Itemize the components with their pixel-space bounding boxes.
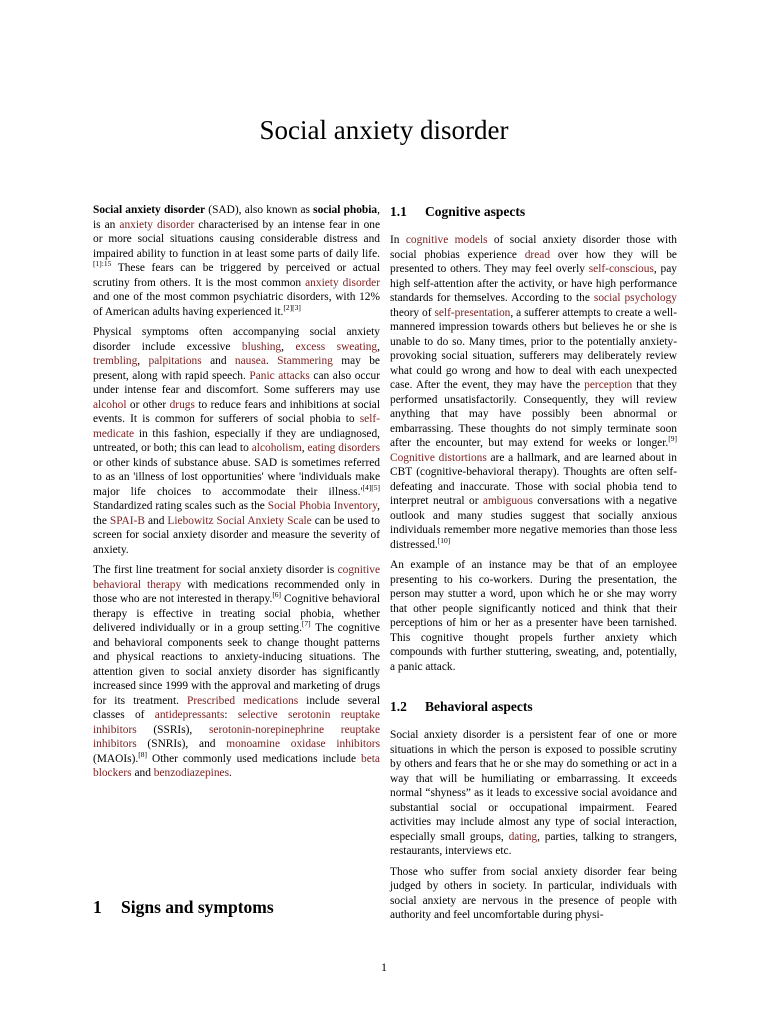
- text-run: These fears can be triggered by perceived or actual scrutiny from others. It is the most common: [93, 262, 380, 289]
- left-column: [93, 203, 380, 787]
- wiki-link[interactable]: blushing: [241, 340, 282, 353]
- wiki-link[interactable]: alcoholism: [251, 442, 302, 454]
- page-number: 1: [381, 960, 387, 974]
- cognitive-paragraph-2: [390, 558, 677, 674]
- wiki-link[interactable]: Panic attacks: [249, 369, 310, 382]
- text-run: to reduce fears and inhibitions at social events. It is common for sufferers of social phobia to: [93, 398, 380, 425]
- text-run: in this fashion, especially if they are undiagnosed, untreated, or both; this can lead to: [93, 427, 380, 454]
- subsection-heading-behavioral-aspects: [390, 698, 677, 715]
- text-run: The cognitive and behavioral components seek to change thought patterns and physical reactions to anxiety-inducing situations. The attention given to social anxiety disorder has significantly increased since 1999 with the approval and marketing of drugs for its treatment.: [93, 622, 380, 707]
- text-run: , a sufferer attempts to create a well-mannered impression towards others but believes he or she is unable to do so. Many times, prior to the potentially anxiety-provoking social situation, sufferers may deliberately review what could go wrong and how to deal with each unexpected case. After the event, they may have the: [390, 306, 677, 391]
- citation-ref[interactable]: [2][3]: [283, 302, 301, 312]
- wiki-link[interactable]: Social Phobia Inventory: [267, 500, 378, 512]
- text-run: ,: [301, 442, 308, 454]
- text-run: ,: [281, 340, 296, 353]
- text-run: (SAD), also known as: [205, 204, 314, 216]
- text-run: theory of: [390, 306, 435, 319]
- text-run: are a hallmark, and are learned about in CBT (cognitive-behavioral therapy). Thoughts are often self-defeating and inaccurate. Those with social phobia tend to interpret neutral or: [390, 451, 677, 507]
- citation-ref[interactable]: [4][5]: [362, 482, 380, 492]
- wiki-link[interactable]: dating: [508, 830, 538, 843]
- text-run: and: [131, 767, 154, 779]
- wiki-link[interactable]: anxiety disorder: [305, 276, 380, 289]
- wiki-link[interactable]: drugs: [169, 398, 195, 411]
- subsection-number: 1.1: [390, 204, 407, 219]
- text-run: An example of an instance may be that of an employee presenting to his co-workers. During the presentation, the person may stutter a word, upon which he or she may worry that other people significantly noticed and think that their perceptions of him or her as a presenter have been tarnished. This cognitive thought propels further anxiety which compounds with further stuttering, sweating, and, potentially, a panic attack.: [390, 559, 677, 673]
- text-run: Standardized rating scales such as the: [93, 500, 268, 512]
- wiki-link[interactable]: self-conscious: [588, 263, 654, 275]
- text-run: ,: [137, 355, 149, 367]
- text-run: and: [201, 355, 235, 367]
- text-run: Those who suffer from social anxiety disorder fear being judged by others in society. In particular, individuals with social anxiety are nervous in the presence of people with authority and feel uncomfortable during physi-: [390, 865, 677, 921]
- text-run: :: [224, 709, 238, 721]
- wiki-link[interactable]: anxiety disorder: [119, 218, 195, 231]
- text-run: Cognitive behavioral therapy is effective in treating social phobia, whether delivered individually or in a group setting.: [93, 593, 380, 634]
- wiki-link[interactable]: cognitive models: [405, 234, 488, 246]
- wiki-link[interactable]: alcohol: [93, 398, 127, 411]
- wiki-link[interactable]: social psychology: [593, 292, 677, 304]
- text-run: Social anxiety disorder is a persistent fear of one or more situations in which the person is exposed to possible scrutiny by others and fears that he or she may do something or act in a way that will be humiliating or embarrassing. It exceeds normal “shyness” as it leads to excessive social avoidance and substantial social or occupational impairment. Feared activities may include almost any type of social interaction, especially small groups,: [390, 729, 677, 843]
- text-run: of social anxiety disorder those with social phobias experience: [390, 234, 678, 261]
- wiki-link[interactable]: excess sweating: [295, 340, 378, 353]
- page-title: Social anxiety disorder: [259, 115, 509, 145]
- text-run: over how they will be presented to others. They may feel overly: [390, 248, 677, 275]
- wiki-link[interactable]: beta blockers: [93, 752, 380, 779]
- section-number: 1: [93, 897, 102, 917]
- text-run: (MAOIs).: [93, 752, 139, 765]
- citation-ref[interactable]: [10]: [437, 535, 451, 545]
- wiki-link[interactable]: cognitive behavioral therapy: [93, 564, 380, 591]
- wiki-link[interactable]: trembling: [93, 355, 138, 367]
- wiki-link[interactable]: palpitations: [148, 355, 202, 367]
- text-run: Other commonly used medications include: [147, 752, 362, 765]
- citation-ref[interactable]: [9]: [668, 434, 677, 444]
- text-run: Physical symptoms often accompanying social anxiety disorder include excessive: [93, 326, 380, 353]
- text-run: , is an: [93, 204, 380, 231]
- text-run: (SNRIs), and: [136, 738, 227, 750]
- citation-ref[interactable]: [7]: [301, 619, 311, 629]
- wiki-link[interactable]: eating disorders: [307, 442, 380, 454]
- text-run: and: [144, 514, 168, 527]
- section-title: Signs and symptoms: [121, 897, 274, 917]
- text-run: that they performed unsatisfactorily. Consequently, they will review anything that may have possibly been abnormal or embarrassing. These thoughts do not simply terminate soon after the encounter, but may extend for weeks or longer.: [390, 379, 678, 449]
- bold-term: social phobia: [313, 204, 378, 216]
- wiki-link[interactable]: self-presentation: [434, 306, 511, 319]
- subsection-title: Behavioral aspects: [425, 699, 533, 714]
- wiki-link[interactable]: nausea: [234, 355, 266, 367]
- subsection-title: Cognitive aspects: [425, 204, 526, 219]
- wiki-link[interactable]: selective serotonin reuptake inhibitors: [93, 709, 380, 736]
- behavioral-paragraph-1: [390, 728, 677, 859]
- citation-ref[interactable]: [6]: [272, 590, 282, 600]
- wiki-link[interactable]: perception: [584, 379, 633, 391]
- text-run: In: [390, 234, 406, 246]
- text-run: , the: [93, 500, 380, 527]
- text-run: , parties, talking to strangers, restaurants, interviews etc.: [390, 830, 677, 857]
- wiki-link[interactable]: dread: [524, 248, 551, 261]
- text-run: .: [229, 767, 232, 779]
- wiki-link[interactable]: antidepressants: [154, 709, 225, 721]
- intro-paragraph-2: [93, 325, 380, 557]
- text-run: include several classes of: [93, 694, 380, 721]
- text-run: can be used to screen for social anxiety disorder and measure the severity of anxiety.: [93, 514, 380, 556]
- text-run: , pay high self-attention after the activity, or have high performance standards for themselves. According to the: [390, 263, 677, 304]
- text-run: conversations with a negative outlook and many studies suggest that socially anxious individuals remember more negative memories than those less distressed.: [390, 495, 677, 551]
- wiki-link[interactable]: Stammering: [277, 355, 333, 367]
- text-run: ,: [377, 340, 380, 353]
- text-run: (SSRIs),: [136, 723, 209, 736]
- behavioral-paragraph-2: [390, 865, 677, 923]
- wiki-link[interactable]: serotonin-norepinephrine reuptake inhibitors: [93, 723, 380, 750]
- right-column: [390, 203, 677, 923]
- text-run: characterised by an intense fear in one or more social situations causing considerable distress and impaired ability to function in at least some parts of daily life.: [93, 218, 381, 260]
- intro-paragraph-3: [93, 563, 380, 781]
- text-run: The first line treatment for social anxiety disorder is: [93, 564, 338, 576]
- text-run: can also occur under intense fear and discomfort. Some sufferers may use: [93, 369, 380, 396]
- intro-paragraph-1: [93, 203, 380, 319]
- citation-ref[interactable]: [8]: [138, 749, 147, 759]
- wiki-link[interactable]: Liebowitz Social Anxiety Scale: [167, 514, 312, 527]
- text-run: and one of the most common psychiatric disorders, with 12% of American adults having experienced it.: [93, 291, 380, 318]
- text-run: .: [265, 355, 278, 367]
- subsection-number: 1.2: [390, 699, 407, 714]
- text-run: or other: [126, 398, 170, 411]
- citation-ref[interactable]: [1]:15: [93, 259, 112, 269]
- wiki-link[interactable]: benzodiazepines: [153, 767, 230, 779]
- bold-term: Social anxiety disorder: [93, 204, 206, 216]
- wiki-link[interactable]: ambiguous: [482, 495, 533, 507]
- cognitive-paragraph-1: [390, 233, 677, 552]
- wiki-link[interactable]: monoamine oxidase inhibitors: [226, 738, 380, 750]
- subsection-heading-cognitive-aspects: [390, 203, 677, 220]
- wiki-link[interactable]: Prescribed medications: [187, 694, 299, 707]
- wiki-link[interactable]: SPAI-B: [109, 514, 145, 527]
- section-heading-signs-and-symptoms: [93, 896, 274, 918]
- text-run: with medications recommended only in those who are not interested in therapy.: [93, 578, 380, 605]
- text-run: or other kinds of substance abuse. SAD is sometimes referred to as an 'illness of lost opportunities' where 'individuals make major life choices to accommodate their illness.': [93, 456, 380, 498]
- wiki-link[interactable]: Cognitive distortions: [390, 451, 487, 464]
- text-run: may be present, along with rapid speech.: [93, 355, 380, 382]
- wiki-link[interactable]: self-medicate: [93, 413, 380, 440]
